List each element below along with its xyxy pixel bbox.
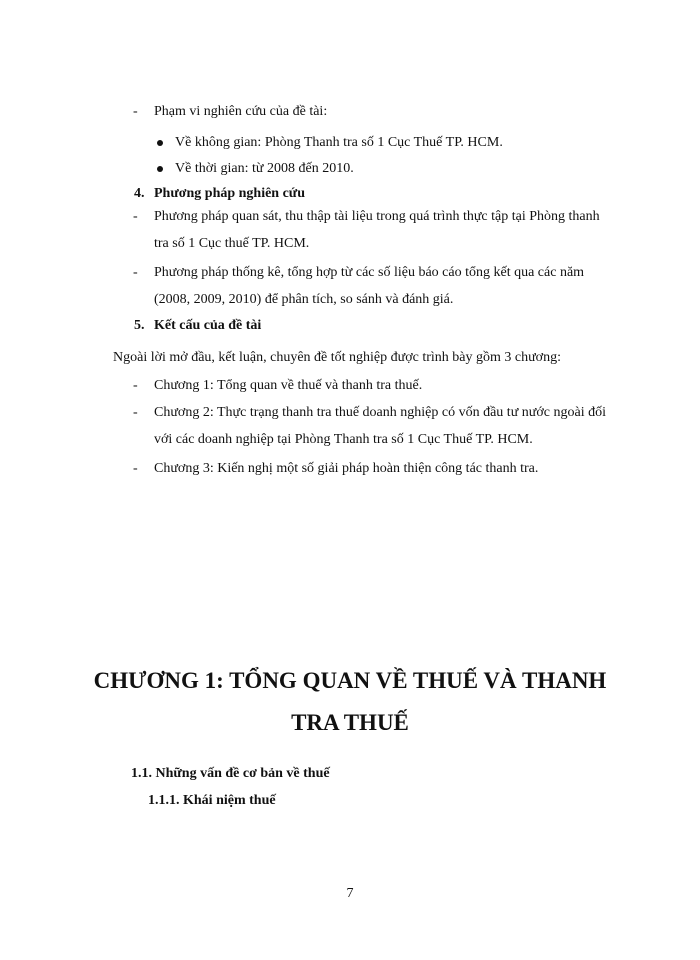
methods-heading: Phương pháp nghiên cứu — [154, 186, 305, 201]
chapter-2-item-line2: với các doanh nghiệp tại Phòng Thanh tra số 1 Cục Thuế TP. HCM. — [154, 432, 533, 447]
dash-marker: - — [133, 461, 138, 476]
page-number: 7 — [346, 886, 354, 901]
scope-item-space: Về không gian: Phòng Thanh tra số 1 Cục Thuế TP. HCM. — [175, 135, 503, 150]
dash-marker: - — [133, 265, 138, 280]
methods-number: 4. — [134, 186, 145, 201]
dash-marker: - — [133, 104, 138, 119]
methods-item-2-line1: Phương pháp thống kê, tổng hợp từ các số liệu báo cáo tổng kết qua các năm — [154, 265, 585, 280]
methods-item-1-line1: Phương pháp quan sát, thu thập tài liệu trong quá trình thực tập tại Phòng thanh — [154, 209, 600, 224]
structure-intro: Ngoài lời mở đầu, kết luận, chuyên đề tốt nghiệp được trình bày gồm 3 chương: — [113, 350, 561, 365]
structure-heading: Kết cấu của đề tài — [154, 318, 262, 333]
methods-item-1-line2: tra số 1 Cục thuế TP. HCM. — [154, 236, 310, 251]
scope-intro: Phạm vi nghiên cứu của đề tài: — [154, 104, 328, 119]
methods-item-2-line2: (2008, 2009, 2010) để phân tích, so sánh và đánh giá. — [154, 292, 454, 307]
chapter-2-item-line1: Chương 2: Thực trạng thanh tra thuế doanh nghiệp có vốn đầu tư nước ngoài đối — [154, 405, 606, 420]
dash-marker: - — [133, 405, 138, 420]
bullet-icon — [157, 166, 163, 172]
bullet-icon — [157, 140, 163, 146]
chapter-1-item: Chương 1: Tổng quan về thuế và thanh tra thuế. — [154, 378, 423, 393]
chapter-3-item: Chương 3: Kiến nghị một số giải pháp hoàn thiện công tác thanh tra. — [154, 461, 539, 476]
chapter-title-line1: CHƯƠNG 1: TỔNG QUAN VỀ THUẾ VÀ THANH — [93, 668, 607, 693]
section-1-1-1-heading: 1.1.1. Khái niệm thuế — [148, 793, 276, 808]
dash-marker: - — [133, 209, 138, 224]
structure-number: 5. — [134, 318, 145, 333]
scope-item-time: Về thời gian: từ 2008 đến 2010. — [175, 161, 354, 176]
dash-marker: - — [133, 378, 138, 393]
section-1-1-heading: 1.1. Những vấn đề cơ bản về thuế — [131, 766, 330, 781]
chapter-title-line2: TRA THUẾ — [291, 710, 409, 735]
